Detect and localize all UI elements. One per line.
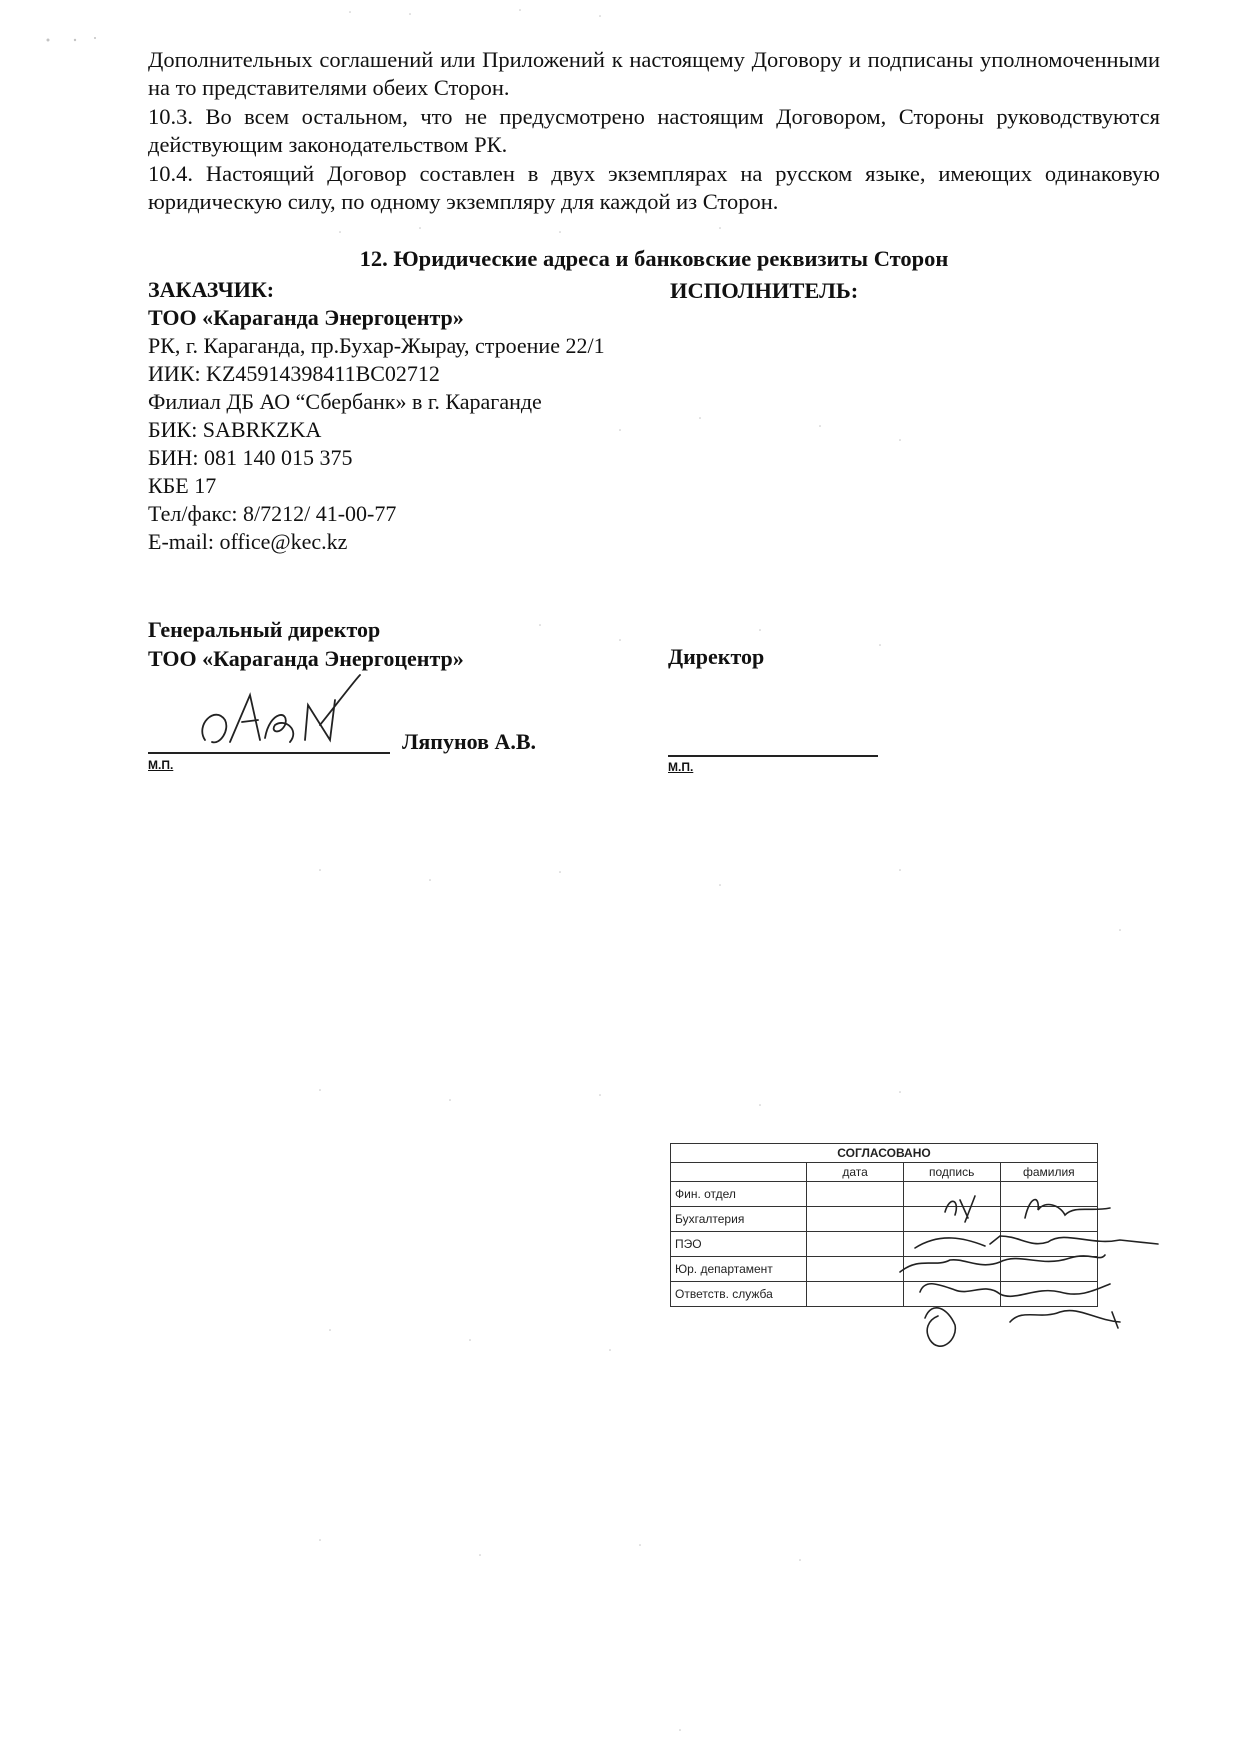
approval-col-signature: подпись: [903, 1163, 1000, 1182]
customer-signer-name: Ляпунов А.В.: [402, 729, 537, 754]
customer-phone: Тел/факс: 8/7212/ 41-00-77: [148, 501, 397, 526]
approval-col-surname: фамилия: [1000, 1163, 1097, 1182]
paragraph-10-4: 10.4. Настоящий Договор составлен в двух экземплярах на русском языке, имеющих одинаковую юридическую силу, по одному экземпляру для каждой из Сторон.: [148, 161, 1160, 214]
contractor-sign-title: Директор: [668, 644, 765, 669]
approval-title: СОГЛАСОВАНО: [671, 1144, 1098, 1163]
customer-bank: Филиал ДБ АО “Сбербанк» в г. Караганде: [148, 389, 542, 414]
approval-row-label: ПЭО: [671, 1232, 807, 1257]
customer-stamp-place: М.П.: [148, 758, 174, 772]
contractor-stamp-place: М.П.: [668, 760, 694, 774]
customer-kbe: КБЕ 17: [148, 473, 217, 498]
customer-iik: ИИК: KZ45914398411BC02712: [148, 361, 440, 386]
paragraph-10-2-continuation: Дополнительных соглашений или Приложений к настоящему Договору и подписаны уполномоченными на то представителями обеих Сторон.: [148, 47, 1160, 100]
customer-sign-title: Генеральный директор: [148, 617, 381, 642]
approval-row-label: Юр. департамент: [671, 1257, 807, 1282]
customer-address: РК, г. Караганда, пр.Бухар-Жырау, строение 22/1: [148, 333, 605, 358]
customer-sign-org: ТОО «Караганда Энергоцентр»: [148, 646, 464, 671]
customer-email: E-mail: office@kec.kz: [148, 529, 348, 554]
approval-row-label: Фин. отдел: [671, 1182, 807, 1207]
approval-row-label: Ответств. служба: [671, 1282, 807, 1307]
approval-col-date: дата: [807, 1163, 903, 1182]
customer-bin: БИН: 081 140 015 375: [148, 445, 353, 470]
contractor-role: ИСПОЛНИТЕЛЬ:: [670, 278, 859, 303]
approval-row-label: Бухгалтерия: [671, 1207, 807, 1232]
paragraph-10-3: 10.3. Во всем остальном, что не предусмотрено настоящим Договором, Стороны руководствуются действующим законодательством РК.: [148, 104, 1160, 157]
section-title: 12. Юридические адреса и банковские реквизиты Сторон: [359, 246, 949, 271]
customer-org: ТОО «Караганда Энергоцентр»: [148, 305, 464, 330]
customer-bik: БИК: SABRKZKA: [148, 417, 322, 442]
customer-role: ЗАКАЗЧИК:: [148, 277, 275, 302]
